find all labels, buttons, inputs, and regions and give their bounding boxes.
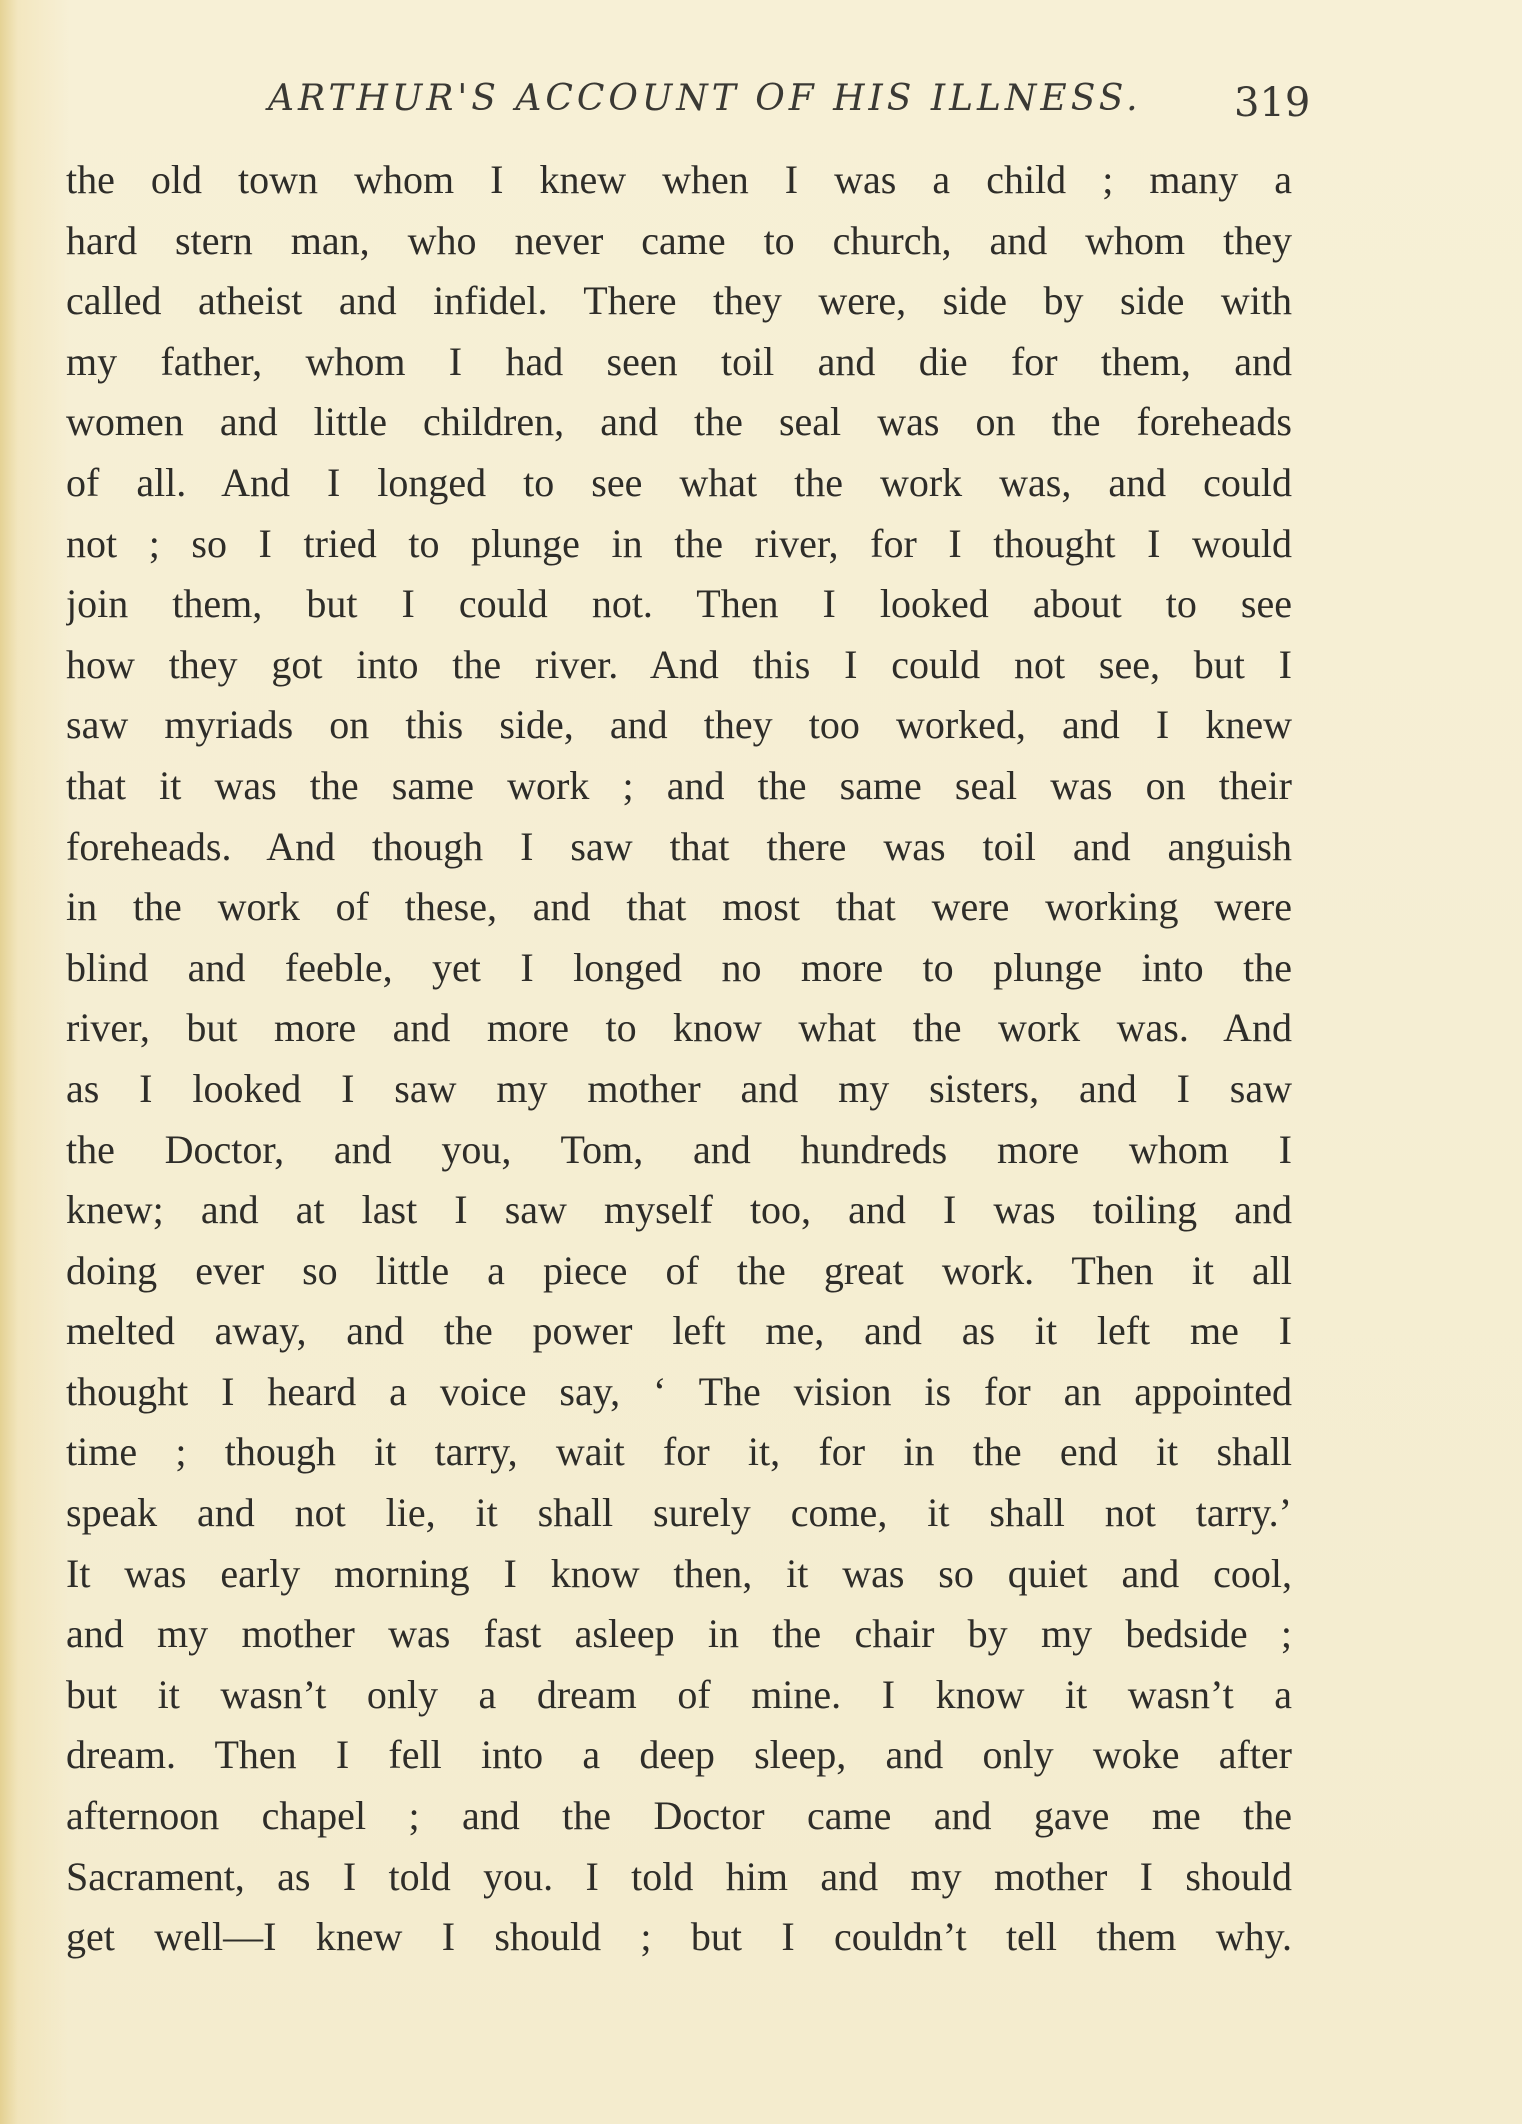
text-line: dream. Then I fell into a deep sleep, and only woke after: [66, 1732, 1292, 1778]
text-line: called atheist and infidel. There they were, side by side with: [66, 278, 1292, 324]
text-line: my father, whom I had seen toil and die for them, and: [66, 338, 1292, 384]
text-line: women and little children, and the seal was on the foreheads: [66, 399, 1292, 445]
text-line: in the work of these, and that most that were working were: [66, 884, 1292, 930]
text-line: melted away, and the power left me, and as it left me I: [66, 1308, 1292, 1354]
text-line: that it was the same work ; and the same seal was on their: [66, 762, 1292, 808]
text-line: blind and feeble, yet I longed no more to plunge into the: [66, 944, 1292, 990]
text-line: and my mother was fast asleep in the chair by my bedside ;: [66, 1611, 1292, 1657]
text-line: foreheads. And though I saw that there was toil and anguish: [66, 823, 1292, 869]
text-line: how they got into the river. And this I could not see, but I: [66, 641, 1292, 687]
text-line: as I looked I saw my mother and my sisters, and I saw: [66, 1065, 1292, 1111]
text-line: river, but more and more to know what the work was. And: [66, 1005, 1292, 1051]
text-line: but it wasn’t only a dream of mine. I know it wasn’t a: [66, 1671, 1292, 1717]
text-line: thought I heard a voice say, ‘ The vision is for an appointed: [66, 1368, 1292, 1414]
page-number: 319: [1234, 80, 1311, 126]
text-line: get well—I knew I should ; but I couldn’t tell them why.: [66, 1914, 1292, 1960]
text-line: the Doctor, and you, Tom, and hundreds more whom I: [66, 1126, 1292, 1172]
text-line: afternoon chapel ; and the Doctor came and gave me the: [66, 1793, 1292, 1839]
body-text: [66, 150, 1292, 1968]
text-line: of all. And I longed to see what the work was, and could: [66, 459, 1292, 505]
text-line: Sacrament, as I told you. I told him and my mother I should: [66, 1853, 1292, 1899]
running-title: ARTHUR'S ACCOUNT OF HIS ILLNESS.: [268, 78, 1142, 119]
text-line: It was early morning I know then, it was so quiet and cool,: [66, 1550, 1292, 1596]
text-line: time ; though it tarry, wait for it, for in the end it shall: [66, 1429, 1292, 1475]
running-head: [0, 64, 1522, 134]
text-line: saw myriads on this side, and they too worked, and I knew: [66, 702, 1292, 748]
text-line: knew; and at last I saw myself too, and I was toiling and: [66, 1187, 1292, 1233]
text-line: not ; so I tried to plunge in the river, for I thought I would: [66, 520, 1292, 566]
text-line: the old town whom I knew when I was a child ; many a: [66, 157, 1292, 202]
text-line: join them, but I could not. Then I looked about to see: [66, 581, 1292, 627]
text-line: doing ever so little a piece of the great work. Then it all: [66, 1247, 1292, 1293]
text-line: speak and not lie, it shall surely come, it shall not tarry.’: [66, 1490, 1292, 1536]
text-line: hard stern man, who never came to church, and whom they: [66, 217, 1292, 263]
